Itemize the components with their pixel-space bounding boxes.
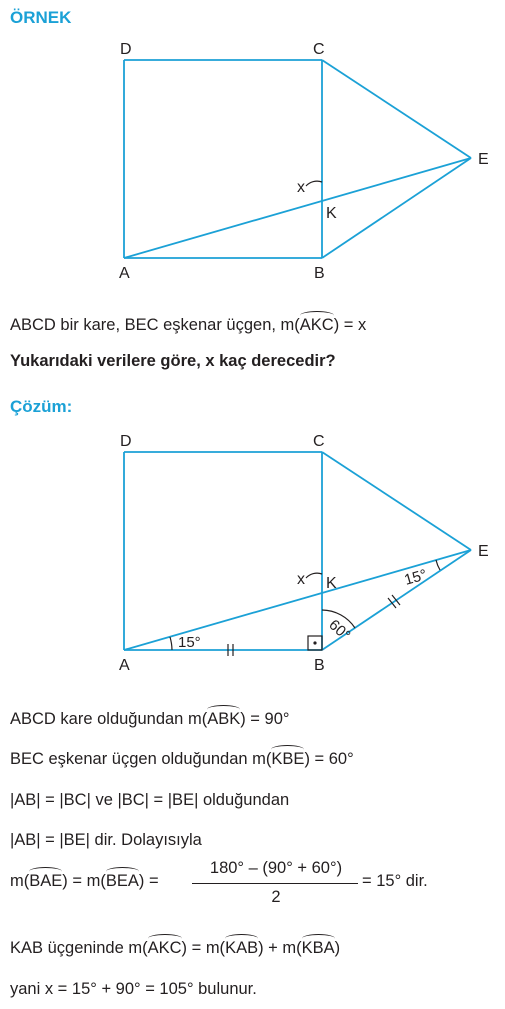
- label-k-solution: K: [326, 575, 337, 592]
- given-prefix: ABCD bir kare, BEC eşkenar üçgen, m(: [10, 316, 300, 334]
- solution-line-4: |AB| = |BE| dir. Dolayısıyla: [10, 831, 202, 849]
- line6-arc1-angle: AKC: [147, 939, 182, 957]
- label-c: C: [313, 41, 325, 58]
- given-suffix: ) = x: [333, 316, 367, 334]
- label-k: K: [326, 205, 337, 222]
- triangle-bec-solution: [322, 452, 471, 650]
- angle-kbe-label: 60°: [325, 616, 354, 645]
- label-e-solution: E: [478, 543, 489, 560]
- line5-arc1-angle: BAE: [29, 872, 63, 890]
- fraction-bar: [192, 883, 358, 884]
- solution-line-1: [10, 710, 289, 729]
- line2-prefix: BEC eşkenar üçgen olduğundan m(: [10, 750, 272, 768]
- given-arc-angle: AKC: [299, 316, 334, 334]
- angle-x-arc-solution: [306, 573, 322, 578]
- label-a: A: [119, 265, 130, 282]
- line1-arc-angle: ABK: [207, 710, 241, 728]
- solution-line-5: [10, 872, 159, 891]
- example-heading: ÖRNEK: [10, 8, 72, 27]
- label-c-solution: C: [313, 433, 325, 450]
- line2-arc-angle: KBE: [271, 750, 305, 768]
- line5-arc2-angle: BEA: [105, 872, 139, 890]
- label-e: E: [478, 151, 489, 168]
- label-d-solution: D: [120, 433, 132, 450]
- fraction-denominator: 2: [271, 888, 281, 906]
- line5-mid: ) = m(: [62, 872, 106, 890]
- line6-mid2: ) + m(: [258, 939, 302, 957]
- example-figure: [0, 30, 505, 290]
- question-text: Yukarıdaki verilere göre, x kaç derecedir?: [10, 352, 336, 370]
- line5-m1: m(: [10, 872, 30, 890]
- fraction-numerator: 180° – (90° + 60°): [209, 859, 343, 877]
- line6-prefix: KAB üçgeninde m(: [10, 939, 148, 957]
- segment-ae-solution: [124, 550, 471, 650]
- label-b-solution: B: [314, 657, 325, 674]
- solution-line-7: yani x = 15° + 90° = 105° bulunur.: [10, 980, 257, 998]
- angle-x-arc: [306, 181, 322, 186]
- square-abcd-solution: [124, 452, 322, 650]
- line5-result: = 15° dir.: [362, 872, 428, 890]
- line1-suffix: ) = 90°: [240, 710, 290, 728]
- solution-line-2: [10, 750, 354, 769]
- segment-ae: [124, 158, 471, 258]
- square-abcd: [124, 60, 322, 258]
- label-a-solution: A: [119, 657, 130, 674]
- line6-arc3-angle: KBA: [301, 939, 335, 957]
- line6-mid1: ) = m(: [181, 939, 226, 957]
- solution-line-6: [10, 939, 340, 958]
- angle-bea-arc: [436, 560, 440, 570]
- solution-line-3: |AB| = |BC| ve |BC| = |BE| olduğundan: [10, 791, 290, 809]
- label-d: D: [120, 41, 132, 58]
- label-x-solution: x: [297, 571, 305, 588]
- line5-eq: ) =: [138, 872, 159, 890]
- line6-arc2-angle: KAB: [225, 939, 259, 957]
- line6-suffix: ): [334, 939, 341, 957]
- triangle-bec: [322, 60, 471, 258]
- line2-suffix: ) = 60°: [304, 750, 354, 768]
- solution-heading: Çözüm:: [10, 397, 73, 416]
- angle-bae-arc: [170, 637, 172, 650]
- label-x: x: [297, 179, 305, 196]
- angle-bae-label: 15°: [178, 634, 201, 651]
- line1-prefix: ABCD kare olduğundan m(: [10, 710, 208, 728]
- label-b: B: [314, 265, 325, 282]
- given-statement: [10, 316, 366, 335]
- solution-figure: [0, 424, 505, 684]
- right-angle-dot: [313, 641, 316, 644]
- angle-bea-label: 15°: [402, 566, 429, 589]
